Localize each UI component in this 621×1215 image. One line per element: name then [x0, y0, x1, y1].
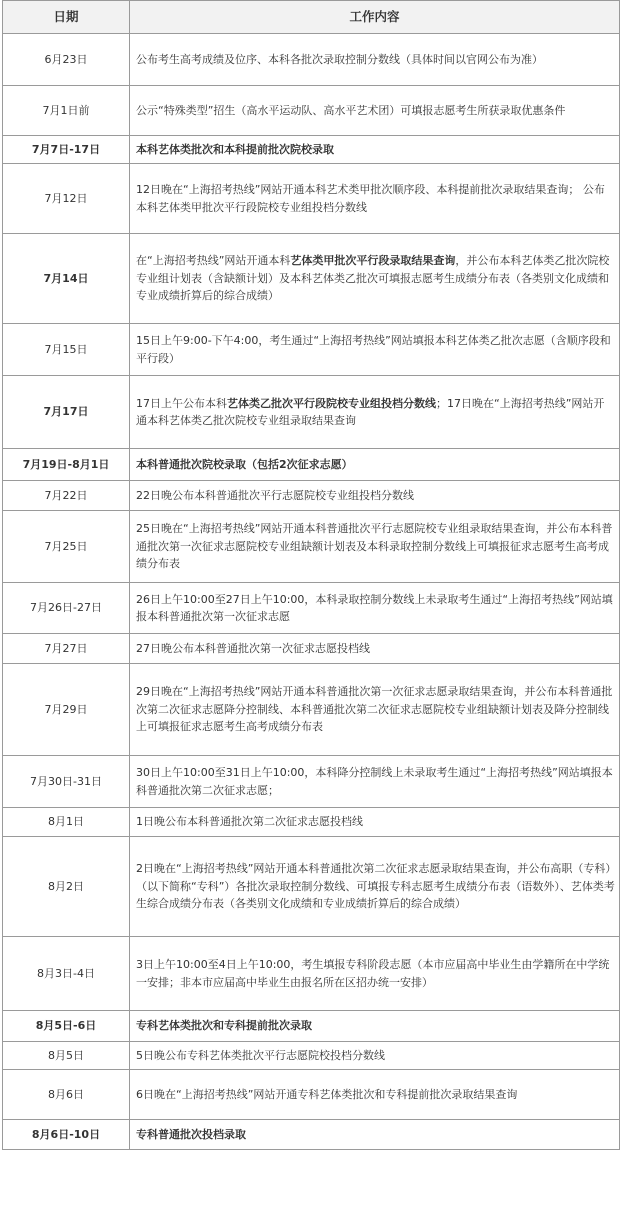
row-date: 8月6日	[3, 1070, 130, 1120]
row-content	[130, 1120, 620, 1150]
row-content	[130, 937, 620, 1011]
content-text: 1日晚公布本科普通批次第二次征求志愿投档线	[136, 815, 363, 829]
row-content	[130, 136, 620, 164]
row-content	[130, 1070, 620, 1120]
row-content	[130, 164, 620, 234]
row-content	[130, 234, 620, 324]
table-row	[3, 583, 620, 634]
table-row	[3, 1042, 620, 1070]
table-row	[3, 449, 620, 481]
row-content	[130, 1011, 620, 1042]
content-text: 5日晚公布专科艺体类批次平行志愿院校投档分数线	[136, 1048, 385, 1062]
table-row	[3, 1120, 620, 1150]
header-date: 日期	[3, 1, 130, 34]
row-date: 7月29日	[3, 664, 130, 756]
content-text: 6日晚在“上海招考热线”网站开通专科艺体类批次和专科提前批次录取结果查询	[136, 1087, 518, 1101]
row-content	[130, 808, 620, 837]
row-content	[130, 86, 620, 136]
row-content	[130, 583, 620, 634]
row-content	[130, 34, 620, 86]
content-text: ，并公布本科艺体类乙批次院校专业组计划表（含缺额计划）及本科艺体类乙批次可填报志愿考生成绩分布表（各类别文化成绩和专业成绩折算后的综合成绩）	[136, 254, 610, 303]
table-row	[3, 837, 620, 937]
table-row	[3, 86, 620, 136]
table-row	[3, 481, 620, 511]
content-emphasis: 艺体类甲批次平行段录取结果查询	[290, 254, 456, 268]
table-row	[3, 164, 620, 234]
row-date: 7月12日	[3, 164, 130, 234]
table-row	[3, 808, 620, 837]
content-emphasis: 艺体类乙批次平行段院校专业组投档分数线	[227, 396, 436, 410]
row-date: 7月14日	[3, 234, 130, 324]
content-text: 专科普通批次投档录取	[136, 1127, 246, 1141]
content-text: 29日晚在“上海招考热线”网站开通本科普通批次第一次征求志愿录取结果查询，并公布本科普通批次第二次征求志愿降分控制线、本科普通批次第二次征求志愿院校专业组缺额计划表及降分控制线上可填报征求志愿考生高考成绩分布表	[136, 685, 613, 734]
table-row	[3, 937, 620, 1011]
row-date: 7月1日前	[3, 86, 130, 136]
row-date: 7月27日	[3, 634, 130, 664]
row-date: 7月26日-27日	[3, 583, 130, 634]
content-text: 公示“特殊类型”招生（高水平运动队、高水平艺术团）可填报志愿考生所获录取优惠条件	[136, 103, 566, 117]
table-row	[3, 376, 620, 449]
row-date: 7月7日-17日	[3, 136, 130, 164]
row-content	[130, 837, 620, 937]
content-text: 公布考生高考成绩及位序、本科各批次录取控制分数线（具体时间以官网公布为准）	[136, 52, 543, 66]
content-text: 17日上午公布本科	[136, 396, 227, 410]
row-date: 8月5日-6日	[3, 1011, 130, 1042]
row-date: 7月30日-31日	[3, 756, 130, 808]
content-text: 本科普通批次院校录取（包括2次征求志愿）	[136, 457, 353, 471]
content-text: 12日晚在“上海招考热线”网站开通本科艺术类甲批次顺序段、本科提前批次录取结果查询； 公布本科艺体类甲批次平行段院校专业组投档分数线	[136, 183, 605, 214]
table-body	[3, 34, 620, 1150]
row-content	[130, 634, 620, 664]
header-content: 工作内容	[130, 1, 620, 34]
row-date: 7月17日	[3, 376, 130, 449]
row-date: 8月6日-10日	[3, 1120, 130, 1150]
row-date: 8月1日	[3, 808, 130, 837]
content-text: 2日晚在“上海招考热线”网站开通本科普通批次第二次征求志愿录取结果查询，并公布高职（专科）（以下简称“专科”）各批次录取控制分数线、可填报专科志愿考生成绩分布表（语数外）、艺体类考生综合成绩分布表（各类别文化成绩和专业成绩折算后的综合成绩）	[136, 862, 615, 911]
row-date: 8月5日	[3, 1042, 130, 1070]
row-content	[130, 756, 620, 808]
content-text: 22日晚公布本科普通批次平行志愿院校专业组投档分数线	[136, 488, 414, 502]
content-text: 3日上午10:00至4日上午10:00，考生填报专科阶段志愿（本市应届高中毕业生由学籍所在中学统一安排；非本市应届高中毕业生由报名所在区招办统一安排）	[136, 958, 610, 989]
row-date: 7月25日	[3, 511, 130, 583]
table-row	[3, 511, 620, 583]
row-date: 6月23日	[3, 34, 130, 86]
table-row	[3, 756, 620, 808]
row-content	[130, 376, 620, 449]
content-text: 15日上午9:00-下午4:00，考生通过“上海招考热线”网站填报本科艺体类乙批次志愿（含顺序段和平行段）	[136, 334, 611, 365]
content-text: 专科艺体类批次和专科提前批次录取	[136, 1019, 312, 1033]
row-date: 7月19日-8月1日	[3, 449, 130, 481]
content-text: 25日晚在“上海招考热线”网站开通本科普通批次平行志愿院校专业组录取结果查询，并公布本科普通批次第一次征求志愿院校专业组缺额计划表及本科录取控制分数线上可填报征求志愿考生高考成绩分布表	[136, 522, 613, 571]
row-content	[130, 664, 620, 756]
table-row	[3, 664, 620, 756]
row-date: 8月3日-4日	[3, 937, 130, 1011]
row-content	[130, 481, 620, 511]
content-text: 在“上海招考热线”网站开通本科	[136, 254, 291, 268]
table-row	[3, 34, 620, 86]
table-row	[3, 136, 620, 164]
content-text: 30日上午10:00至31日上午10:00，本科降分控制线上未录取考生通过“上海招考热线”网站填报本科普通批次第二次征求志愿；	[136, 766, 613, 797]
schedule-table	[2, 0, 620, 1150]
table-row	[3, 234, 620, 324]
row-content	[130, 1042, 620, 1070]
content-text: 26日上午10:00至27日上午10:00，本科录取控制分数线上未录取考生通过“上海招考热线”网站填报本科普通批次第一次征求志愿	[136, 592, 613, 623]
row-date: 7月15日	[3, 324, 130, 376]
table-header-row	[3, 1, 620, 34]
row-date: 7月22日	[3, 481, 130, 511]
row-content	[130, 511, 620, 583]
content-text: 27日晚公布本科普通批次第一次征求志愿投档线	[136, 641, 370, 655]
table-row	[3, 324, 620, 376]
content-text: ；17日晚在“上海招考热线”网站开通本科艺体类乙批次院校专业组录取结果查询	[136, 396, 605, 427]
table-row	[3, 1011, 620, 1042]
table-row	[3, 1070, 620, 1120]
table-row	[3, 634, 620, 664]
row-content	[130, 449, 620, 481]
row-date: 8月2日	[3, 837, 130, 937]
content-text: 本科艺体类批次和本科提前批次院校录取	[136, 142, 334, 156]
row-content	[130, 324, 620, 376]
